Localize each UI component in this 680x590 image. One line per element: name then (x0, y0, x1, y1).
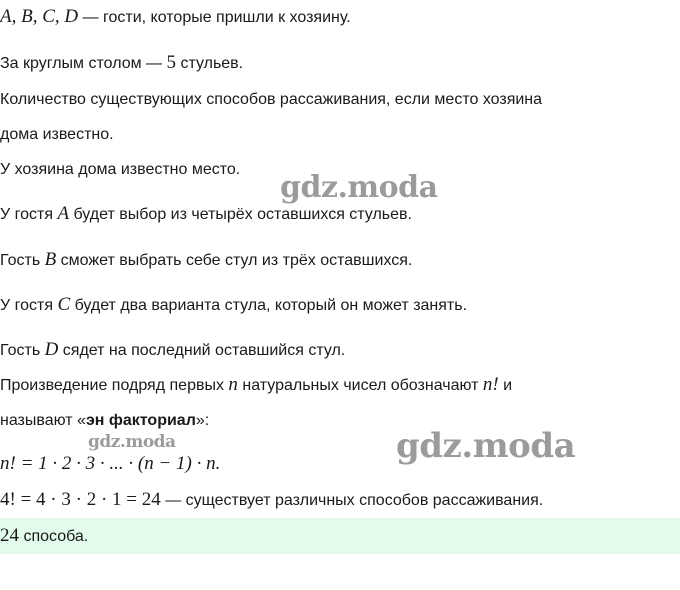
guest-b-line (0, 249, 412, 272)
guest-b-pre: Гость (0, 252, 45, 269)
guest-c-var: C (57, 294, 71, 315)
chairs-post: стульев. (176, 55, 244, 72)
chairs-num: 5 (166, 52, 176, 73)
factorial-def-var: n (228, 374, 238, 395)
guest-d-var: D (44, 339, 59, 360)
guest-a-post: будет выбор из четырёх оставшихся стульев. (69, 206, 412, 223)
watermark-2: gdz.moda (88, 432, 176, 452)
answer-text (0, 525, 88, 548)
watermark-3: gdz.moda (396, 426, 576, 466)
question-line-1: Количество существующих способов рассаживания, если место хозяина (0, 91, 543, 108)
guest-a-var: A (57, 203, 70, 224)
factorial-def-var2: n! (482, 374, 499, 395)
guest-c-line (0, 294, 467, 317)
guest-b-post: сможет выбрать себе стул из трёх оставшихся. (56, 252, 413, 269)
guest-d-line (0, 339, 345, 362)
answer-box (0, 518, 680, 554)
factorial-name-line (0, 410, 209, 432)
chairs-line (0, 52, 243, 75)
factorial-def-line (0, 374, 512, 397)
guest-a-line (0, 203, 412, 226)
result-math: 4! = 4 · 3 · 2 · 1 = 24 (0, 489, 161, 510)
guest-b-var: B (44, 249, 57, 270)
result-text: — существует различных способов рассаживания. (160, 492, 544, 509)
guest-d-pre: Гость (0, 342, 45, 359)
guests-text: — гости, которые пришли к хозяину. (78, 9, 351, 26)
guest-d-post: сядет на последний оставшийся стул. (58, 342, 346, 359)
guests-math: A, B, C, D (0, 6, 79, 27)
host-line: У хозяина дома известно место. (0, 161, 241, 178)
factorial-def-pre: Произведение подряд первых (0, 377, 229, 394)
answer-label: способа. (19, 528, 89, 545)
question-line-2: дома известно. (0, 126, 114, 143)
guests-line (0, 6, 351, 29)
factorial-def-mid: натуральных чисел обозначают (237, 377, 483, 394)
chairs-pre: За круглым столом — (0, 55, 167, 72)
factorial-formula: n! = 1 · 2 · 3 · ... · (n − 1) · n. (0, 453, 221, 474)
factorial-def-post: и (498, 377, 513, 394)
result-line (0, 489, 543, 512)
guest-a-pre: У гостя (0, 206, 58, 223)
factorial-name-bold: эн факториал (85, 412, 196, 429)
factorial-name-pre: называют « (0, 412, 86, 429)
answer-num: 24 (0, 525, 19, 546)
guest-c-post: будет два варианта стула, который он может занять. (70, 297, 468, 314)
factorial-name-post: »: (195, 412, 210, 429)
watermark-1: gdz.moda (280, 170, 438, 205)
guest-c-pre: У гостя (0, 297, 58, 314)
